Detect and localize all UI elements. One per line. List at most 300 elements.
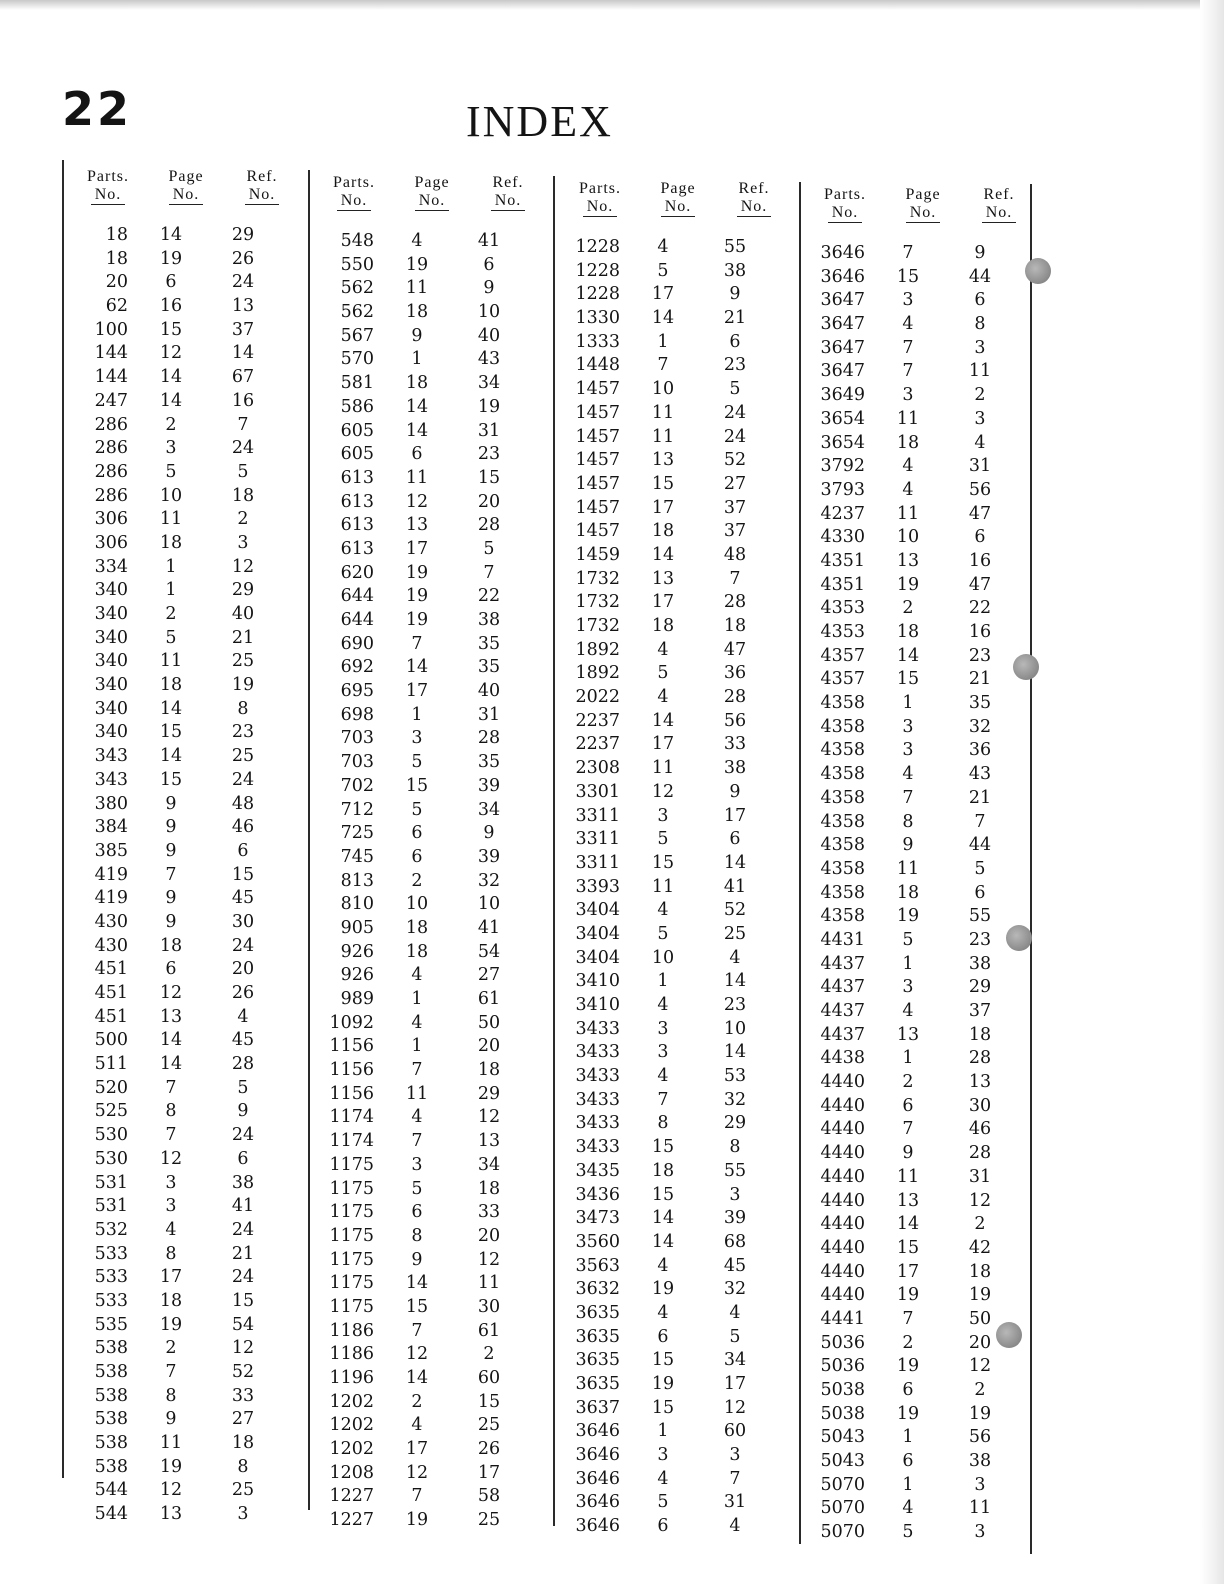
index-row: [308, 325, 551, 349]
page-number-cell: 19: [896, 906, 920, 927]
ref-number-cell: 48: [231, 793, 255, 814]
index-row: [799, 716, 1042, 740]
part-number-cell: 306: [94, 532, 128, 553]
part-number-cell: 3635: [575, 1350, 620, 1371]
page-number-cell: 7: [411, 1060, 423, 1081]
part-number-cell: 3635: [575, 1302, 620, 1323]
page-number-cell: 11: [159, 509, 183, 530]
part-number-cell: 144: [94, 367, 128, 388]
page-number-cell: 6: [411, 444, 423, 465]
ref-number-cell: 21: [968, 669, 992, 690]
ref-header-line-1: Ref.: [983, 186, 1015, 203]
part-number-cell: 4441: [820, 1308, 865, 1329]
index-row: [62, 698, 305, 722]
page-number-cell: 17: [405, 681, 429, 702]
part-number-cell: 286: [94, 461, 128, 482]
ref-number-cell: 23: [231, 722, 255, 743]
ref-number-cell: 7: [483, 562, 495, 583]
index-row: [799, 550, 1042, 574]
index-row: [62, 508, 305, 532]
ref-number-cell: 24: [723, 402, 747, 423]
ref-number-cell: 43: [968, 764, 992, 785]
index-row: [799, 597, 1042, 621]
part-number-cell: 343: [94, 746, 128, 767]
part-number-cell: 4440: [820, 1285, 865, 1306]
page-number-cell: 15: [159, 769, 183, 790]
part-number-cell: 3393: [575, 876, 620, 897]
part-number-cell: 533: [94, 1290, 128, 1311]
part-number-cell: 3433: [575, 1018, 620, 1039]
ref-number-cell: 5: [729, 1326, 741, 1347]
index-row: [799, 337, 1042, 361]
ref-number-cell: 34: [477, 799, 501, 820]
index-row: [62, 958, 305, 982]
part-number-cell: 613: [340, 491, 374, 512]
ref-number-cell: 29: [477, 1083, 501, 1104]
index-row: [62, 414, 305, 438]
part-number-cell: 613: [340, 538, 374, 559]
page-header: [400, 174, 464, 211]
index-row: [308, 1462, 551, 1486]
ref-number-cell: 36: [968, 740, 992, 761]
ref-number-cell: 3: [974, 1474, 986, 1495]
index-row: [554, 1515, 797, 1539]
part-number-cell: 4358: [820, 835, 865, 856]
index-row: [308, 964, 551, 988]
page-number-cell: 19: [896, 574, 920, 595]
page-number-cell: 15: [651, 1350, 675, 1371]
ref-number-cell: 31: [477, 704, 501, 725]
page-number-cell: 14: [651, 308, 675, 329]
part-number-cell: 3410: [575, 995, 620, 1015]
column-group-2: [308, 166, 551, 1561]
page-number-cell: 5: [657, 829, 669, 850]
page-number: 22: [62, 82, 133, 136]
ref-number-cell: 35: [477, 752, 501, 773]
ref-number-cell: 22: [477, 586, 501, 607]
ref-number-cell: 37: [231, 319, 255, 340]
ref-number-cell: 29: [231, 225, 255, 245]
ref-number-cell: 6: [237, 1148, 249, 1169]
page-header-line-2: No.: [661, 198, 696, 217]
ref-number-cell: 23: [723, 995, 747, 1015]
index-row: [799, 432, 1042, 456]
part-number-cell: 525: [94, 1101, 128, 1122]
page-number-cell: 1: [411, 1036, 423, 1057]
column-headers: [554, 180, 797, 224]
ref-number-cell: 31: [477, 420, 501, 441]
ref-number-cell: 18: [477, 1060, 501, 1081]
page-number-cell: 4: [657, 639, 669, 660]
index-row: [554, 1278, 797, 1302]
part-number-cell: 306: [94, 509, 128, 530]
page-number-cell: 8: [165, 1385, 177, 1406]
part-number-cell: 451: [94, 983, 128, 1003]
index-row: [554, 876, 797, 900]
index-row: [799, 408, 1042, 432]
part-number-cell: 538: [94, 1409, 128, 1430]
ref-number-cell: 33: [723, 734, 747, 755]
page-number-cell: 12: [651, 781, 675, 802]
ref-number-cell: 26: [477, 1439, 501, 1460]
index-row: [62, 1077, 305, 1101]
index-row: [62, 271, 305, 295]
ref-number-cell: 56: [968, 1427, 992, 1448]
page-header: [154, 168, 218, 205]
part-number-cell: 1156: [329, 1036, 374, 1057]
index-row: [62, 911, 305, 935]
index-row: [799, 1521, 1042, 1545]
ref-header: [969, 186, 1029, 223]
parts-header-line-2: No.: [828, 204, 863, 223]
part-number-cell: 3646: [820, 243, 865, 263]
ref-number-cell: 24: [231, 769, 255, 790]
page-number-cell: 9: [165, 1409, 177, 1430]
scan-edge-top: [0, 0, 1224, 10]
ref-number-cell: 21: [723, 308, 747, 329]
index-row: [554, 1491, 797, 1515]
page-number-cell: 14: [159, 698, 183, 719]
index-row: [62, 745, 305, 769]
ref-number-cell: 20: [477, 1225, 501, 1246]
part-number-cell: 3311: [575, 829, 620, 850]
part-number-cell: 3560: [575, 1231, 620, 1252]
page-number-cell: 2: [411, 1391, 423, 1412]
index-row: [308, 1201, 551, 1225]
ref-number-cell: 24: [231, 1267, 255, 1288]
index-row: [308, 254, 551, 278]
part-number-cell: 4440: [820, 1190, 865, 1211]
index-row: [554, 1468, 797, 1492]
index-row: [554, 1207, 797, 1231]
page-number-cell: 19: [896, 1285, 920, 1306]
index-row: [308, 1414, 551, 1438]
part-number-cell: 3436: [575, 1184, 620, 1205]
ref-number-cell: 24: [231, 1219, 255, 1240]
index-row: [62, 1361, 305, 1385]
ref-number-cell: 13: [477, 1131, 501, 1152]
ref-number-cell: 12: [723, 1397, 747, 1418]
ref-number-cell: 14: [723, 852, 747, 873]
part-number-cell: 1333: [575, 331, 620, 352]
index-row: [62, 1148, 305, 1172]
part-number-cell: 690: [340, 633, 374, 654]
page-number-cell: 9: [165, 911, 177, 932]
index-rows: [308, 230, 551, 1533]
part-number-cell: 4358: [820, 811, 865, 832]
ref-number-cell: 56: [968, 479, 992, 500]
index-row: [799, 1237, 1042, 1261]
page-number-cell: 14: [405, 1368, 429, 1388]
page-number-cell: 6: [411, 823, 423, 844]
page-number-cell: 14: [159, 1054, 183, 1075]
ref-number-cell: 30: [231, 911, 255, 932]
page-number-cell: 3: [411, 1154, 423, 1175]
part-number-cell: 1732: [575, 592, 620, 613]
page-number-cell: 14: [651, 1208, 675, 1229]
ref-number-cell: 28: [723, 687, 747, 708]
ref-number-cell: 28: [477, 728, 501, 749]
index-row: [554, 568, 797, 592]
index-row: [308, 230, 551, 254]
ref-number-cell: 5: [237, 461, 249, 482]
index-row: [62, 1503, 305, 1527]
page-number-cell: 2: [165, 414, 177, 435]
part-number-cell: 4358: [820, 858, 865, 879]
ref-number-cell: 45: [231, 1030, 255, 1051]
part-number-cell: 703: [340, 752, 374, 773]
index-row: [308, 1367, 551, 1391]
ref-number-cell: 23: [723, 355, 747, 376]
index-row: [799, 787, 1042, 811]
index-row: [308, 562, 551, 586]
index-row: [308, 1391, 551, 1415]
ref-number-cell: 5: [974, 858, 986, 879]
ref-number-cell: 50: [477, 1012, 501, 1033]
index-row: [554, 1444, 797, 1468]
part-number-cell: 419: [94, 864, 128, 885]
part-number-cell: 5070: [820, 1522, 865, 1543]
ref-number-cell: 47: [723, 639, 747, 660]
ref-number-cell: 2: [974, 1214, 986, 1235]
page-number-cell: 3: [657, 1445, 669, 1466]
ref-number-cell: 12: [231, 556, 255, 577]
column-headers: [799, 186, 1042, 230]
part-number-cell: 3433: [575, 1042, 620, 1063]
part-number-cell: 1457: [575, 497, 620, 518]
column-group-4: [799, 178, 1042, 1573]
page-number-cell: 7: [902, 1119, 914, 1140]
ref-number-cell: 24: [723, 426, 747, 447]
page-number-cell: 1: [411, 704, 423, 725]
page-number-cell: 6: [165, 959, 177, 980]
page-number-cell: 4: [657, 687, 669, 708]
part-number-cell: 1892: [575, 639, 620, 660]
part-number-cell: 3635: [575, 1326, 620, 1347]
page-number-cell: 14: [405, 1273, 429, 1294]
index-row: [799, 763, 1042, 787]
ref-number-cell: 6: [974, 527, 986, 548]
page-number-cell: 17: [405, 1439, 429, 1460]
ref-number-cell: 4: [974, 432, 986, 453]
page-number-cell: 4: [411, 965, 423, 986]
index-row: [308, 1320, 551, 1344]
parts-header-line-2: No.: [583, 198, 618, 217]
part-number-cell: 247: [94, 390, 128, 411]
page-number-cell: 6: [902, 1095, 914, 1116]
page-number-cell: 5: [165, 461, 177, 482]
page-number-cell: 6: [902, 1451, 914, 1472]
part-number-cell: 1175: [329, 1249, 374, 1270]
ref-number-cell: 53: [723, 1066, 747, 1087]
part-number-cell: 1175: [329, 1273, 374, 1294]
index-row: [799, 574, 1042, 598]
index-row: [62, 1456, 305, 1480]
index-row: [62, 390, 305, 414]
part-number-cell: 4358: [820, 882, 865, 903]
ref-number-cell: 40: [477, 681, 501, 702]
page-number-cell: 7: [165, 1077, 177, 1098]
page-number-cell: 4: [411, 1107, 423, 1128]
ref-number-cell: 36: [723, 663, 747, 684]
index-rows: [62, 224, 305, 1527]
part-number-cell: 692: [340, 657, 374, 678]
ref-number-cell: 3: [237, 532, 249, 553]
ref-number-cell: 28: [968, 1048, 992, 1069]
page-number-cell: 9: [165, 840, 177, 861]
index-row: [308, 870, 551, 894]
part-number-cell: 538: [94, 1362, 128, 1382]
part-number-cell: 813: [340, 870, 374, 891]
index-row: [799, 1024, 1042, 1048]
part-number-cell: 4358: [820, 693, 865, 714]
ref-number-cell: 25: [231, 1480, 255, 1501]
ref-number-cell: 18: [723, 616, 747, 636]
ref-number-cell: 38: [723, 260, 747, 281]
page-number-cell: 4: [657, 1255, 669, 1276]
part-number-cell: 712: [340, 799, 374, 820]
column-group-3: [554, 172, 797, 1567]
part-number-cell: 334: [94, 556, 128, 577]
ref-number-cell: 47: [968, 574, 992, 595]
part-number-cell: 530: [94, 1148, 128, 1169]
index-row: [308, 277, 551, 301]
page-number-cell: 4: [902, 479, 914, 500]
ref-number-cell: 6: [729, 829, 741, 850]
ref-number-cell: 3: [237, 1504, 249, 1525]
index-row: [308, 585, 551, 609]
page-number-cell: 17: [651, 734, 675, 755]
index-row: [554, 520, 797, 544]
ref-number-cell: 9: [729, 781, 741, 802]
page-number-cell: 3: [657, 805, 669, 826]
ref-number-cell: 38: [477, 610, 501, 630]
page-number-cell: 19: [405, 254, 429, 275]
part-number-cell: 5036: [820, 1332, 865, 1353]
ref-number-cell: 27: [231, 1409, 255, 1430]
part-number-cell: 343: [94, 769, 128, 790]
part-number-cell: 1228: [575, 260, 620, 281]
index-row: [554, 662, 797, 686]
parts-header-line-1: Parts.: [579, 180, 621, 197]
part-number-cell: 4237: [820, 503, 865, 524]
index-row: [554, 1112, 797, 1136]
part-number-cell: 926: [340, 965, 374, 986]
page-number-cell: 6: [165, 272, 177, 293]
page-number-cell: 1: [411, 349, 423, 370]
page-number-cell: 2: [902, 598, 914, 619]
index-row: [799, 1095, 1042, 1119]
ref-number-cell: 12: [968, 1190, 992, 1211]
part-number-cell: 1459: [575, 544, 620, 565]
part-number-cell: 451: [94, 1006, 128, 1027]
ref-number-cell: 5: [237, 1077, 249, 1098]
ref-number-cell: 60: [477, 1368, 501, 1388]
ref-number-cell: 16: [231, 390, 255, 411]
index-row: [308, 917, 551, 941]
page-number-cell: 15: [405, 1296, 429, 1317]
index-row: [62, 1243, 305, 1267]
page-number-cell: 5: [411, 752, 423, 773]
ref-number-cell: 24: [231, 1125, 255, 1146]
part-number-cell: 451: [94, 959, 128, 980]
index-row: [62, 769, 305, 793]
page-number-cell: 7: [411, 633, 423, 654]
part-number-cell: 3646: [575, 1516, 620, 1537]
ref-number-cell: 33: [231, 1385, 255, 1406]
ref-number-cell: 45: [231, 888, 255, 909]
index-row: [799, 526, 1042, 550]
index-row: [308, 775, 551, 799]
page-number-cell: 8: [165, 1243, 177, 1264]
index-row: [799, 811, 1042, 835]
index-row: [799, 384, 1042, 408]
index-row: [62, 1385, 305, 1409]
page-number-cell: 19: [405, 586, 429, 607]
ref-number-cell: 52: [723, 450, 747, 471]
index-row: [799, 1047, 1042, 1071]
part-number-cell: 810: [340, 894, 374, 915]
part-number-cell: 340: [94, 675, 128, 696]
index-row: [554, 260, 797, 284]
index-row: [308, 1272, 551, 1296]
ref-header-line-1: Ref.: [246, 168, 278, 185]
part-number-cell: 4353: [820, 622, 865, 642]
part-number-cell: 1457: [575, 521, 620, 542]
page-number-cell: 3: [165, 438, 177, 459]
part-number-cell: 3646: [575, 1445, 620, 1466]
index-row: [799, 882, 1042, 906]
index-row: [308, 1509, 551, 1533]
ref-number-cell: 41: [477, 231, 501, 251]
part-number-cell: 562: [340, 302, 374, 323]
ref-number-cell: 50: [968, 1308, 992, 1329]
index-row: [308, 538, 551, 562]
part-number-cell: 538: [94, 1456, 128, 1477]
index-row: [308, 1012, 551, 1036]
part-number-cell: 605: [340, 444, 374, 465]
index-row: [62, 650, 305, 674]
page-number-cell: 18: [651, 616, 675, 636]
ref-number-cell: 28: [231, 1054, 255, 1075]
page-number-cell: 4: [411, 231, 423, 251]
page-number-cell: 4: [902, 764, 914, 785]
ref-number-cell: 19: [231, 675, 255, 696]
index-row: [799, 242, 1042, 266]
part-number-cell: 1457: [575, 426, 620, 447]
page-number-cell: 5: [165, 627, 177, 648]
part-number-cell: 4358: [820, 764, 865, 785]
part-number-cell: 581: [340, 373, 374, 394]
ref-number-cell: 32: [968, 716, 992, 737]
index-row: [62, 319, 305, 343]
page-number-cell: 18: [159, 532, 183, 553]
part-number-cell: 4440: [820, 1237, 865, 1258]
page-number-cell: 15: [896, 266, 920, 287]
index-row: [308, 846, 551, 870]
ref-number-cell: 9: [237, 1101, 249, 1122]
page-number-cell: 6: [411, 1202, 423, 1223]
index-row: [554, 354, 797, 378]
ref-number-cell: 24: [231, 272, 255, 293]
page-number-cell: 1: [411, 989, 423, 1009]
page-number-cell: 10: [651, 947, 675, 968]
page-number-cell: 12: [159, 1480, 183, 1501]
index-row: [799, 266, 1042, 290]
part-number-cell: 586: [340, 396, 374, 417]
part-number-cell: 1227: [329, 1486, 374, 1507]
page-number-cell: 4: [657, 1066, 669, 1087]
